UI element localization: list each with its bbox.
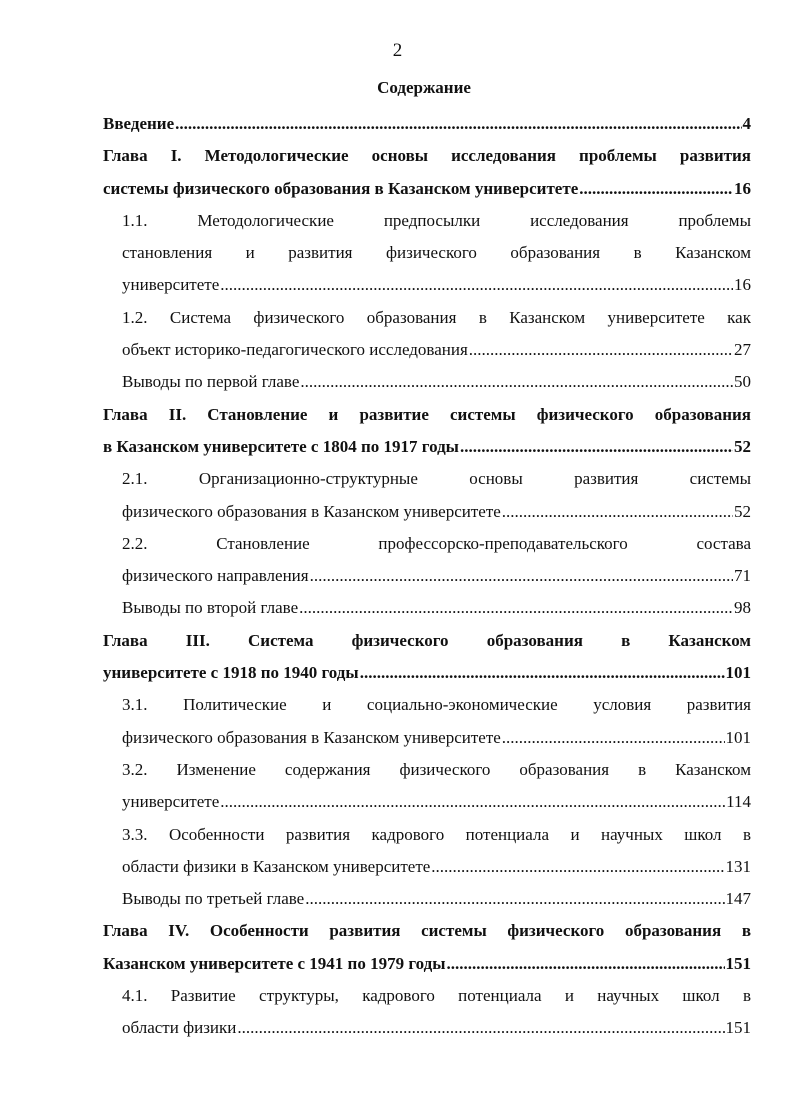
entry-page: 151 — [725, 1018, 751, 1038]
chapter-3-title-line-1: Глава III. Система физического образования в Казанском — [103, 630, 751, 650]
section-2-2-line-2: физического направления — [122, 566, 309, 586]
chapter-4-entry — [103, 948, 751, 980]
section-1-1-line-1: 1.1. Методологические предпосылки исследования проблемы — [122, 210, 751, 230]
chapter-2-conclusions — [103, 592, 751, 624]
section-1-1-line-3: университете — [122, 275, 220, 295]
section-3-1-line-1: 3.1. Политические и социально-экономические условия развития — [122, 695, 751, 715]
toc-entry-intro — [103, 108, 751, 140]
section-2-2-line-1: 2.2. Становление профессорско-преподавательского состава — [122, 533, 751, 553]
chapter-1-conclusions — [103, 366, 751, 398]
page-number: 2 — [392, 40, 403, 61]
section-4-1-line-1: 4.1. Развитие структуры, кадрового потенциала и научных школ в — [122, 986, 751, 1006]
section-3-1-line-2: физического образования в Казанском университете — [122, 727, 501, 747]
entry-page: 52 — [734, 436, 751, 456]
section-1-2-line-1: 1.2. Система физического образования в Казанском университете как — [122, 307, 751, 327]
chapter-3-entry — [103, 657, 751, 689]
section-3-3-line-2: области физики в Казанском университете — [122, 856, 431, 876]
entry-page: 114 — [726, 792, 751, 812]
entry-page: 147 — [725, 889, 751, 909]
entry-page: 16 — [734, 275, 751, 295]
section-2-2-entry — [103, 560, 751, 592]
section-2-1-line-1: 2.1. Организационно-структурные основы развития системы — [122, 469, 751, 489]
table-of-contents — [103, 108, 751, 1045]
section-3-3-line-1: 3.3. Особенности развития кадрового потенциала и научных школ в — [122, 824, 751, 844]
entry-page: 101 — [725, 663, 751, 683]
chapter-1-title-line-1: Глава I. Методологические основы исследования проблемы развития — [103, 146, 751, 166]
section-1-1-entry — [103, 269, 751, 301]
section-1-2-line-2: объект историко-педагогического исследования — [122, 340, 468, 360]
chapter-4-title-line-1: Глава IV. Особенности развития системы физического образования в — [103, 921, 751, 941]
toc-title: Содержание — [377, 78, 471, 97]
section-3-2-line-2: университете — [122, 792, 220, 812]
section-3-3-entry — [103, 851, 751, 883]
section-3-1-entry — [103, 722, 751, 754]
section-4-1-entry — [103, 1012, 751, 1044]
chapter-3-title-line-2: университете с 1918 по 1940 годы — [103, 663, 359, 683]
section-3-2-line-1: 3.2. Изменение содержания физического образования в Казанском — [122, 759, 751, 779]
entry-page: 131 — [725, 856, 751, 876]
entry-page: 71 — [734, 566, 751, 586]
section-2-1-entry — [103, 496, 751, 528]
conclusions-title: Выводы по первой главе — [122, 372, 300, 392]
chapter-2-title-line-1: Глава II. Становление и развитие системы физического образования — [103, 404, 751, 424]
chapter-1-entry — [103, 173, 751, 205]
entry-page: 101 — [725, 727, 751, 747]
entry-page: 52 — [734, 501, 751, 521]
entry-page: 27 — [734, 340, 751, 360]
entry-title: Введение — [103, 114, 175, 133]
chapter-3-conclusions — [103, 883, 751, 915]
section-2-1-line-2: физического образования в Казанском университете — [122, 501, 501, 521]
entry-page: 50 — [734, 372, 751, 392]
chapter-2-title-line-2: в Казанском университете с 1804 по 1917 годы — [103, 436, 459, 456]
section-1-1-line-2: становления и развития физического образования в Казанском — [122, 243, 751, 263]
entry-page: 151 — [725, 953, 751, 973]
chapter-4-title-line-2: Казанском университете с 1941 по 1979 годы — [103, 953, 446, 973]
entry-page: 16 — [734, 178, 751, 198]
section-1-2-entry — [103, 334, 751, 366]
entry-page: 4 — [742, 114, 751, 133]
conclusions-title: Выводы по второй главе — [122, 598, 299, 618]
chapter-2-entry — [103, 431, 751, 463]
conclusions-title: Выводы по третьей главе — [122, 889, 305, 909]
chapter-1-title-line-2: системы физического образования в Казанском университете — [103, 178, 579, 198]
section-4-1-line-2: области физики — [122, 1018, 237, 1038]
entry-page: 98 — [734, 598, 751, 618]
section-3-2-entry — [103, 786, 751, 818]
